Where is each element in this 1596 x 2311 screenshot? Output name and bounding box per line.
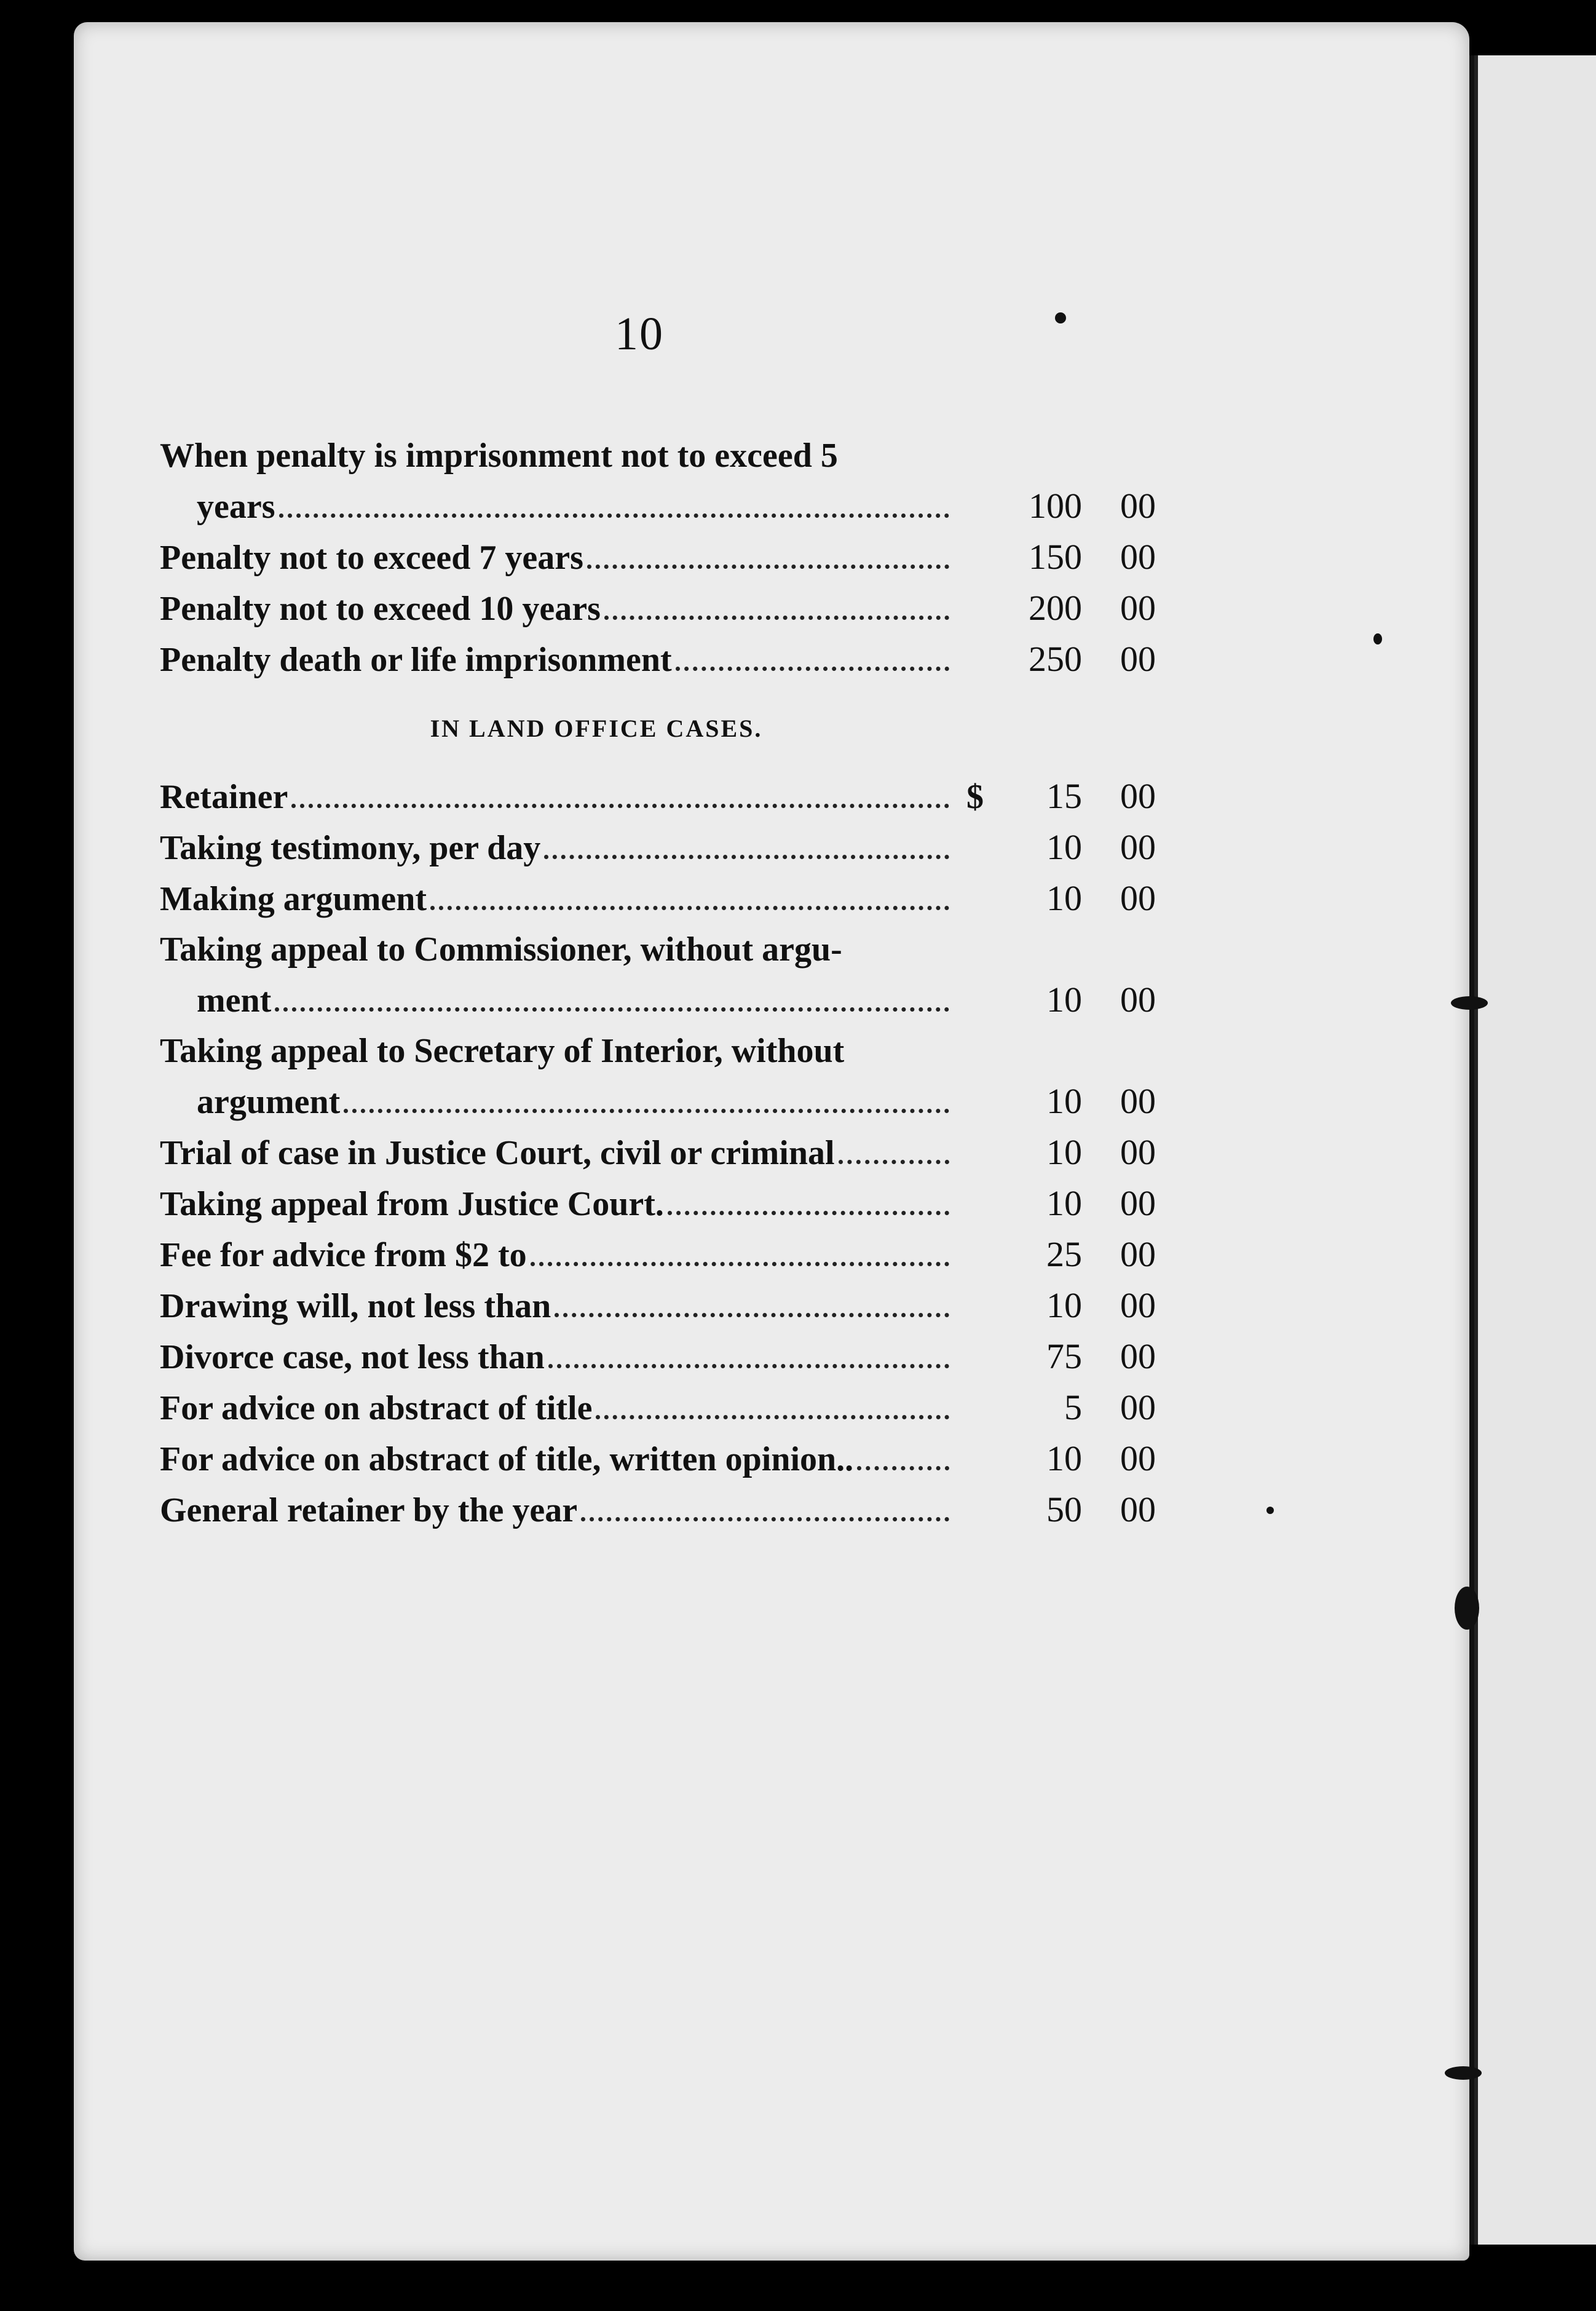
fee-row: [160, 1076, 1156, 1127]
fee-row: [160, 481, 1156, 532]
fee-row: [160, 1331, 1156, 1382]
section-heading: IN LAND OFFICE CASES.: [430, 715, 763, 742]
facing-page-edge: [1474, 55, 1596, 2245]
ink-speck: [1266, 1507, 1274, 1514]
fee-row: [160, 1433, 1156, 1485]
fee-row: [160, 771, 1156, 822]
fee-cents: 00: [1120, 1132, 1156, 1172]
fee-dollars: 250: [1029, 639, 1082, 679]
dot-leader: [531, 1262, 949, 1266]
fee-row: [160, 873, 1156, 924]
fee-description: Drawing will, not less than: [160, 1287, 551, 1325]
fee-description: Penalty not to exceed 7 years: [160, 539, 583, 577]
fee-description: Trial of case in Justice Court, civil or criminal: [160, 1134, 835, 1172]
page-number: 10: [615, 308, 664, 360]
fee-dollars: 10: [1046, 827, 1082, 867]
fee-description: Taking testimony, per day: [160, 829, 541, 867]
fee-row: [160, 1127, 1156, 1178]
dot-leader: [668, 1211, 949, 1215]
book-spine: [1469, 55, 1474, 2245]
fee-row: [160, 634, 1156, 685]
fee-cents: 00: [1120, 827, 1156, 867]
fee-description: General retainer by the year: [160, 1491, 578, 1529]
fee-dollars: 10: [1046, 1438, 1082, 1478]
fee-description: For advice on abstract of title, written opinion..: [160, 1440, 854, 1478]
fee-description: Taking appeal to Secretary of Interior, without: [160, 1032, 845, 1070]
dollar-sign: $: [966, 778, 984, 816]
staple-mark: [1455, 1587, 1479, 1630]
fee-cents: 00: [1120, 1387, 1156, 1427]
dot-leader: [544, 855, 949, 859]
fee-cents: 00: [1120, 776, 1156, 816]
fee-dollars: 25: [1046, 1234, 1082, 1274]
fee-row: [160, 1382, 1156, 1433]
dot-leader: [839, 1160, 949, 1164]
fee-dollars: 10: [1046, 1285, 1082, 1325]
dot-leader: [344, 1109, 949, 1113]
fee-row: [160, 822, 1156, 873]
fee-cents: 00: [1120, 1285, 1156, 1325]
staple-mark: [1451, 996, 1488, 1010]
fee-dollars: 15: [1046, 776, 1082, 816]
fee-cents: 00: [1120, 1336, 1156, 1376]
dot-leader: [604, 616, 949, 620]
fee-dollars: 75: [1046, 1336, 1082, 1376]
fee-row: [160, 1280, 1156, 1331]
fee-row: [160, 1178, 1156, 1229]
fee-row: [160, 1485, 1156, 1536]
dot-leader: [291, 804, 949, 808]
staple-mark: [1445, 2066, 1482, 2080]
ink-speck: [1055, 312, 1066, 323]
fee-description: Penalty not to exceed 10 years: [160, 590, 601, 628]
fee-schedule: [160, 430, 1156, 1536]
fee-description: When penalty is imprisonment not to exceed 5: [160, 437, 838, 475]
fee-dollars: 10: [1046, 1081, 1082, 1121]
criminal-fees-list: [160, 430, 1156, 685]
fee-dollars: 10: [1046, 980, 1082, 1020]
fee-description: argument: [197, 1083, 341, 1121]
fee-row: [160, 1229, 1156, 1280]
dot-leader: [581, 1517, 949, 1521]
ink-speck: [1373, 633, 1382, 644]
dot-leader: [857, 1466, 949, 1470]
fee-cents: 00: [1120, 980, 1156, 1020]
fee-cents: 00: [1120, 537, 1156, 577]
dot-leader: [676, 667, 949, 671]
fee-description: years: [197, 488, 275, 526]
fee-description: Taking appeal to Commissioner, without argu-: [160, 930, 842, 969]
fee-row: [160, 532, 1156, 583]
land-office-fees-list: [160, 771, 1156, 1536]
fee-row: [160, 975, 1156, 1026]
fee-dollars: 150: [1029, 537, 1082, 577]
fee-cents: 00: [1120, 1081, 1156, 1121]
fee-row: [160, 924, 1156, 975]
fee-cents: 00: [1120, 1489, 1156, 1529]
fee-cents: 00: [1120, 639, 1156, 679]
fee-cents: 00: [1120, 588, 1156, 628]
fee-cents: 00: [1120, 1183, 1156, 1223]
fee-row: [160, 583, 1156, 634]
fee-dollars: 50: [1046, 1489, 1082, 1529]
fee-description: Divorce case, not less than: [160, 1338, 545, 1376]
fee-description: Retainer: [160, 778, 288, 816]
dot-leader: [548, 1364, 949, 1368]
dot-leader: [555, 1313, 949, 1317]
fee-description: Penalty death or life imprisonment: [160, 641, 672, 679]
fee-dollars: 10: [1046, 1132, 1082, 1172]
fee-cents: 00: [1120, 878, 1156, 918]
dot-leader: [279, 513, 949, 518]
dot-leader: [275, 1007, 949, 1012]
fee-description: Fee for advice from $2 to: [160, 1236, 527, 1274]
fee-description: For advice on abstract of title: [160, 1389, 593, 1427]
fee-cents: 00: [1120, 486, 1156, 526]
fee-cents: 00: [1120, 1438, 1156, 1478]
fee-row: [160, 1026, 1156, 1076]
fee-dollars: 100: [1029, 486, 1082, 526]
fee-description: Taking appeal from Justice Court.: [160, 1185, 664, 1223]
dot-leader: [430, 906, 949, 910]
dot-leader: [587, 565, 949, 569]
fee-description: Making argument: [160, 880, 427, 918]
fee-dollars: 5: [1064, 1387, 1082, 1427]
fee-dollars: 200: [1029, 588, 1082, 628]
fee-cents: 00: [1120, 1234, 1156, 1274]
fee-dollars: 10: [1046, 878, 1082, 918]
dot-leader: [596, 1415, 949, 1419]
fee-dollars: 10: [1046, 1183, 1082, 1223]
fee-row: [160, 430, 1156, 481]
fee-description: ment: [197, 981, 272, 1020]
